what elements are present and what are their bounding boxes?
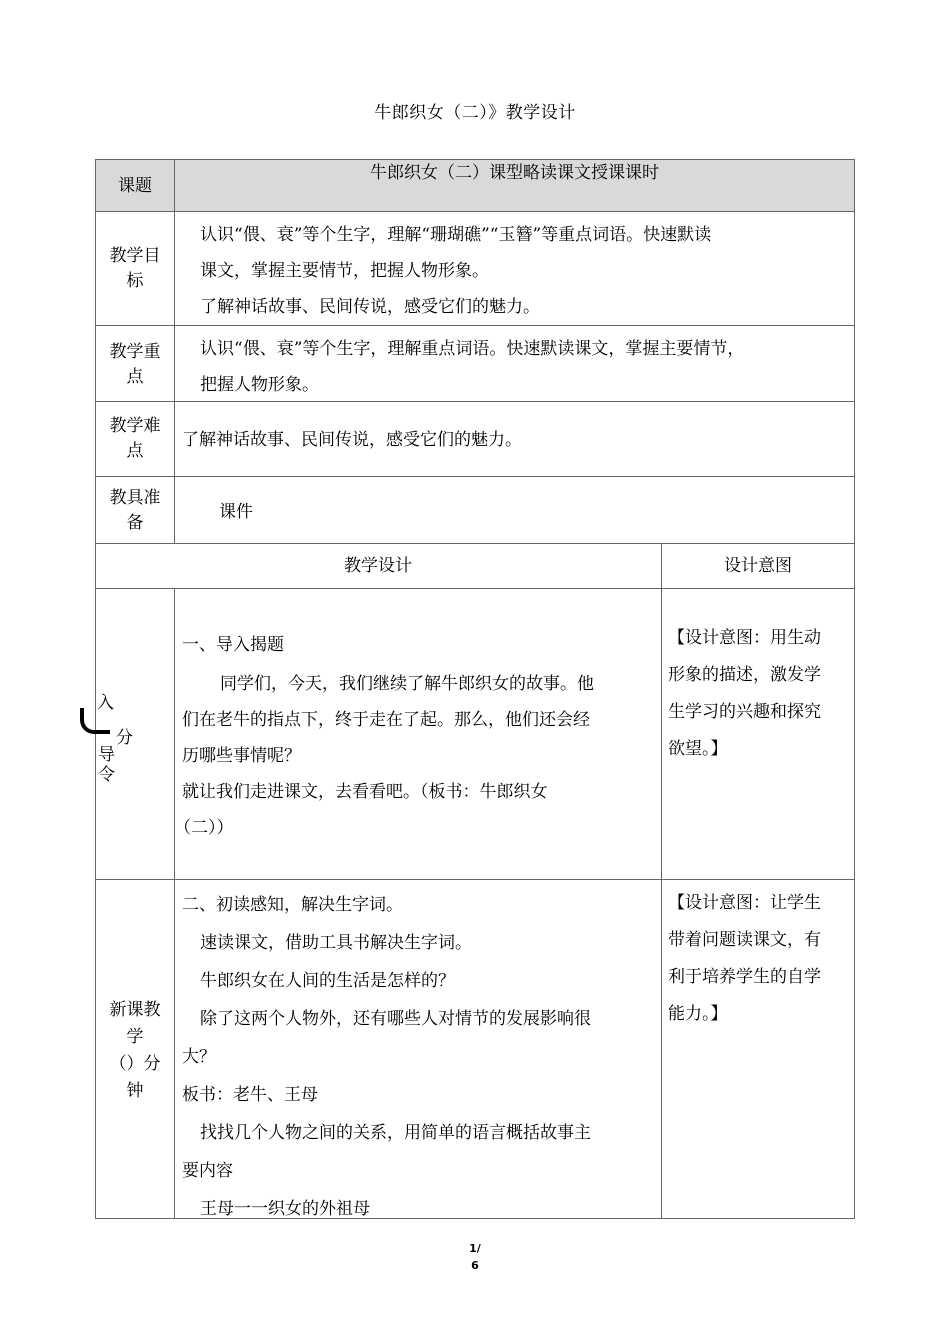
intro-intent-line: 生学习的兴趣和探究 [668,702,821,722]
new-lesson-intent-line: 利于培养学生的自学 [668,967,821,987]
new-lesson-intent [668,885,854,1033]
intro-side-char-4: 令 [98,765,115,785]
row-divider-6 [95,588,855,589]
intro-paragraph [174,666,652,846]
goals-line: 认识“偎、衰”等个生字，理解“珊瑚礁”“玉簪”等重点词语。快速默读 [200,225,712,245]
materials-label: 教具准 备 [109,488,161,533]
new-lesson-line: 速读课文，借助工具书解决生字词。 [200,933,472,953]
page-number-current: 1/ [469,1242,481,1255]
intent-column-header: 设计意图 [724,556,792,576]
difficulty-text: 了解神话故事、民间传说，感受它们的魅力。 [182,430,522,450]
page-number-total: 6 [471,1259,479,1272]
intro-line: 同学们，今天，我们继续了解牛郎织女的故事。他 [220,674,594,694]
intro-intent-line: 欲望。】 [668,739,728,759]
intro-line: 就让我们走进课文，去看看吧。（板书：牛郎织女 [182,782,548,802]
document-title: 牛郎织女（二）》教学设计 [374,103,576,123]
new-lesson-intent-line: 【设计意图：让学生 [668,893,821,913]
goals-text [200,217,850,325]
topic-value: 牛郎织女（二）课型略读课文授课课时 [370,163,659,183]
new-lesson-content [182,886,654,1228]
intro-heading: 一、导入揭题 [182,635,284,655]
new-lesson-line: 找找几个人物之间的关系，用简单的语言概括故事主 [200,1123,591,1143]
new-lesson-line: 二、初读感知，解决生字词。 [182,895,403,915]
goals-label: 教学目 标 [109,246,161,291]
intro-line: 们在老牛的指点下，终于走在了起。那么，他们还会经 [182,710,590,730]
intro-intent-line: 形象的描述，激发学 [668,665,821,685]
design-column-header: 教学设计 [344,556,412,576]
topic-label: 课题 [118,176,152,196]
new-lesson-intent-line: 能力。】 [668,1004,728,1024]
new-lesson-intent-line: 带着问题读课文，有 [668,930,821,950]
new-lesson-line: 除了这两个人物外，还有哪些人对情节的发展影响很 [200,1009,591,1029]
new-lesson-line: 大？ [182,1047,216,1067]
intro-side-char-1: 入 [97,693,114,713]
materials-text: 课件 [219,502,253,522]
intro-side-char-2: 分 [116,728,133,748]
goals-line: 了解神话故事、民间传说，感受它们的魅力。 [200,297,540,317]
focus-line: 把握人物形象。 [200,375,319,395]
focus-line: 认识“偎、衰”等个生字，理解重点词语。快速默读课文，掌握主要情节， [200,339,745,359]
intro-intent [668,620,854,768]
new-lesson-line: 王母一一织女的外祖母 [200,1199,370,1219]
row-divider-2 [95,325,855,326]
focus-text [200,331,850,403]
new-lesson-line: 要内容 [182,1161,233,1181]
new-lesson-label: 新课教 学 （）分 钟 [109,1000,161,1101]
table-border-top [95,159,855,160]
goals-line: 课文，掌握主要情节，把握人物形象。 [200,261,489,281]
difficulty-label: 教学难 点 [109,416,161,461]
intro-line: （二）） [174,818,234,838]
intent-column-divider [661,543,662,1219]
new-lesson-line: 牛郎织女在人间的生活是怎样的？ [200,971,455,991]
intro-side-char-3: 导 [98,745,115,765]
row-divider-5 [95,543,855,544]
row-divider-1 [95,211,855,212]
intro-line: 历哪些事情呢？ [182,746,301,766]
new-lesson-line: 板书：老牛、王母 [182,1085,318,1105]
label-column-divider-bottom [174,588,175,1219]
intro-bracket [80,708,110,734]
row-divider-4 [95,476,855,477]
table-border-right [854,159,855,1219]
intro-intent-line: 【设计意图：用生动 [668,628,821,648]
focus-label: 教学重 点 [109,342,161,387]
row-divider-7 [95,879,855,880]
